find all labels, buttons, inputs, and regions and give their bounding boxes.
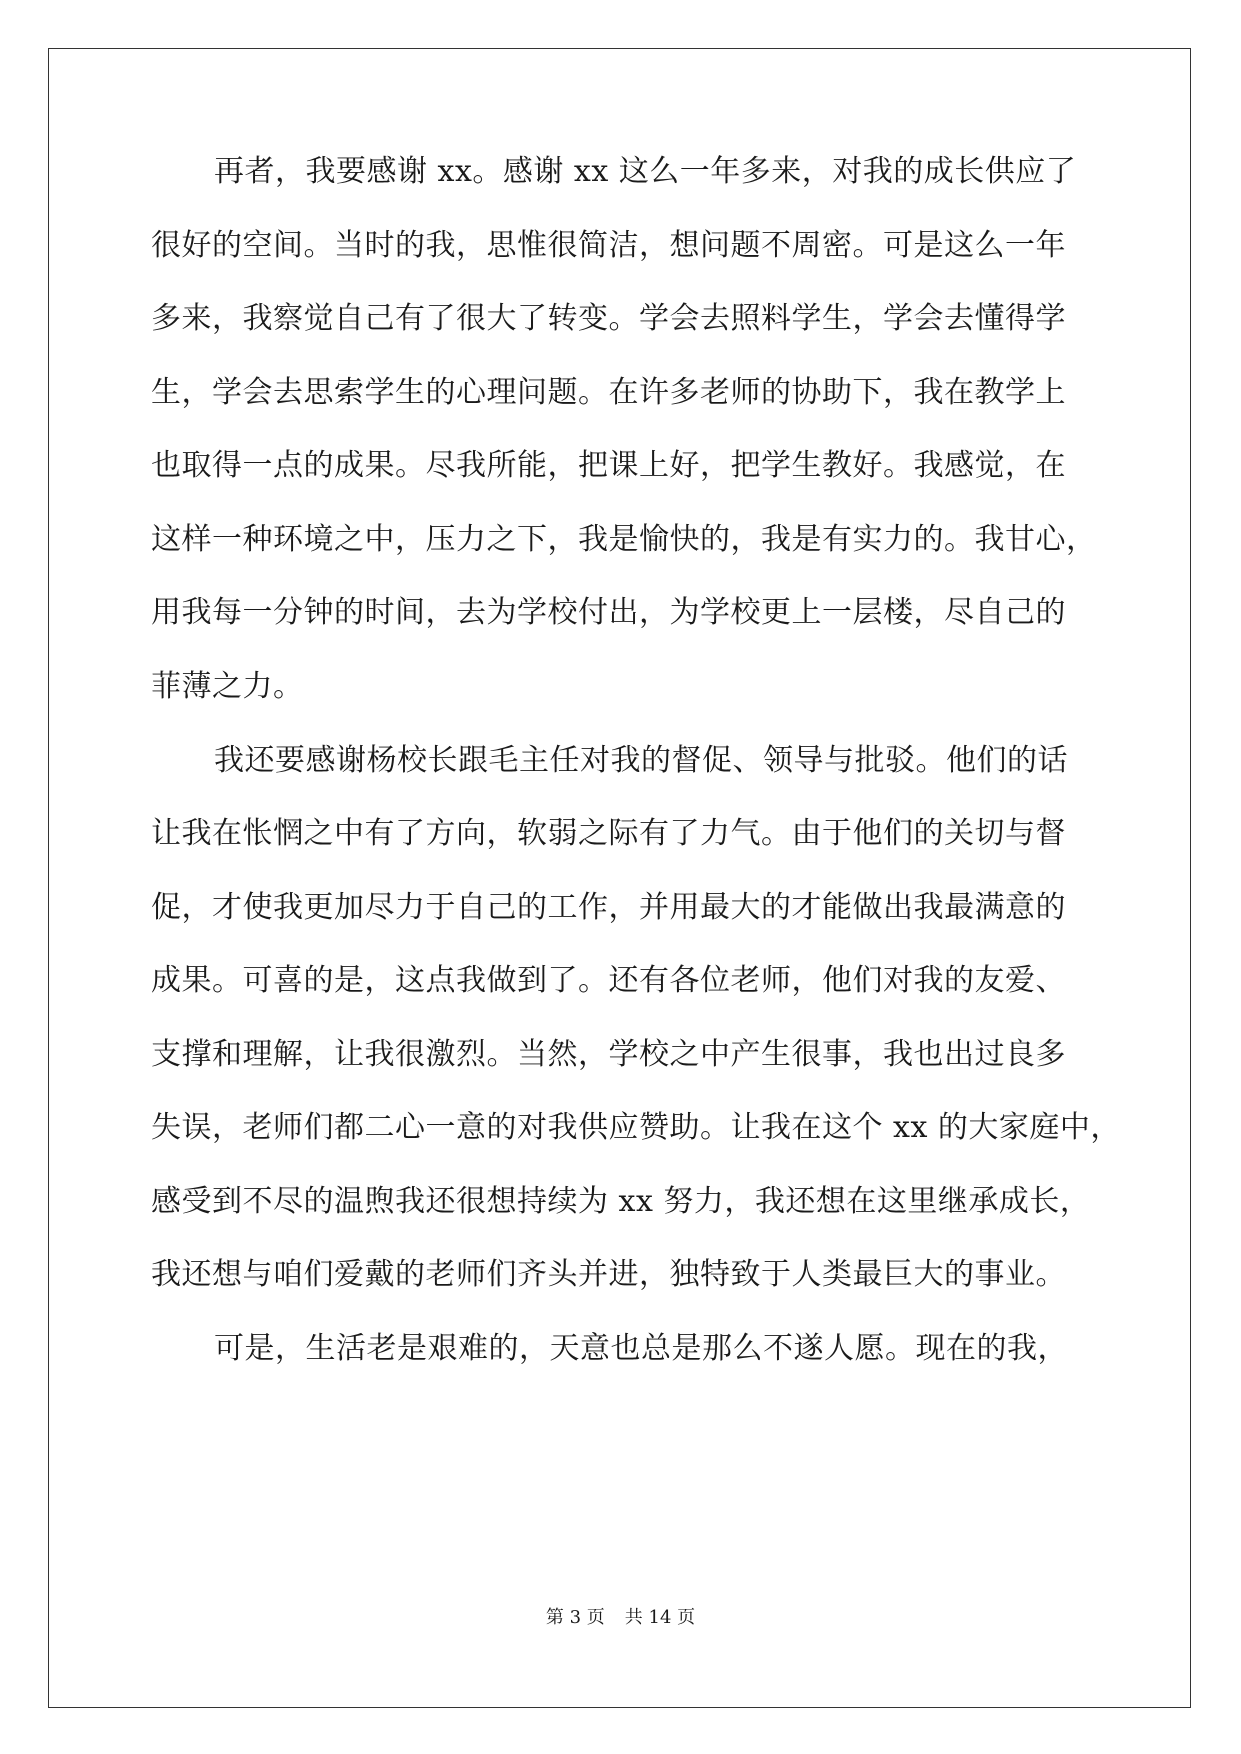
- text-line: 这样一种环境之中，压力之下，我是愉快的，我是有实力的。我甘心，: [151, 522, 1097, 557]
- text-line: 菲薄之力。: [151, 669, 304, 704]
- text-line: 可是，生活老是艰难的，天意也总是那么不遂人愿。现在的我，: [214, 1331, 1068, 1366]
- text-line: 很好的空间。当时的我，思惟很简洁，想问题不周密。可是这么一年: [151, 228, 1066, 263]
- text-line: 成果。可喜的是，这点我做到了。还有各位老师，他们对我的友爱、: [151, 963, 1066, 998]
- text-line: 也取得一点的成果。尽我所能，把课上好，把学生教好。我感觉，在: [151, 448, 1066, 483]
- text-line: 感受到不尽的温煦我还很想持续为 xx 努力，我还想在这里继承成长，: [151, 1184, 1091, 1219]
- text-line: 再者，我要感谢 xx。感谢 xx 这么一年多来，对我的成长供应了: [214, 154, 1077, 189]
- page-total: 共 14 页: [624, 1607, 696, 1628]
- text-line: 失误，老师们都二心一意的对我供应赞助。让我在这个 xx 的大家庭中，: [151, 1110, 1121, 1145]
- text-line: 我还想与咱们爱戴的老师们齐头并进，独特致于人类最巨大的事业。: [151, 1257, 1066, 1292]
- text-line: 用我每一分钟的时间，去为学校付出，为学校更上一层楼，尽自己的: [151, 595, 1066, 630]
- text-line: 支撑和理解，让我很激烈。当然，学校之中产生很事，我也出过良多: [151, 1037, 1066, 1072]
- page-footer: [0, 1606, 1241, 1630]
- text-line: 促，才使我更加尽力于自己的工作，并用最大的才能做出我最满意的: [151, 890, 1066, 925]
- text-line: 让我在怅惘之中有了方向，软弱之际有了力气。由于他们的关切与督: [151, 816, 1066, 851]
- page-frame: [48, 48, 1191, 1708]
- page-number: 第 3 页: [545, 1607, 605, 1628]
- text-line: 我还要感谢杨校长跟毛主任对我的督促、领导与批驳。他们的话: [214, 743, 1068, 778]
- text-line: 生，学会去思索学生的心理问题。在许多老师的协助下，我在教学上: [151, 375, 1066, 410]
- text-line: 多来，我察觉自己有了很大了转变。学会去照料学生，学会去懂得学: [151, 301, 1066, 336]
